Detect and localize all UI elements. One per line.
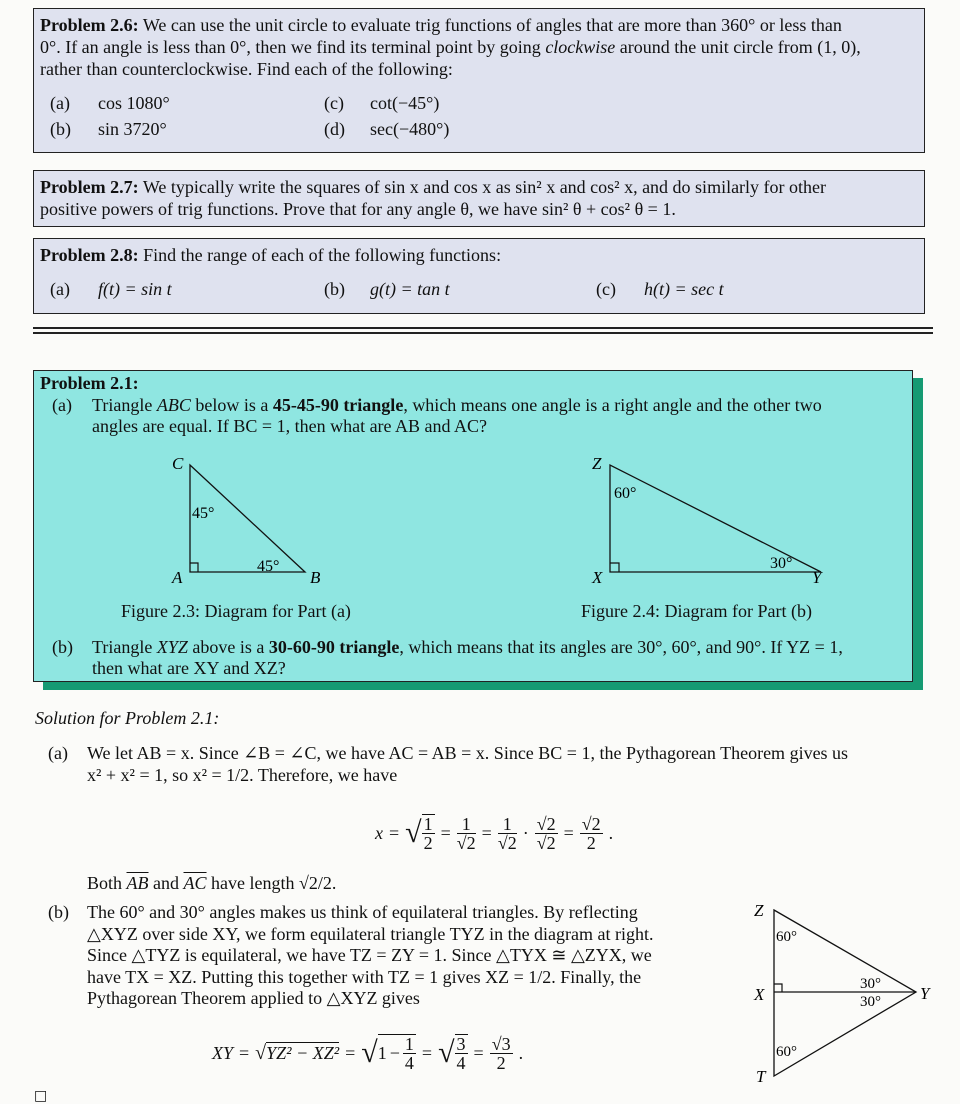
problem-2-6-box <box>33 8 925 153</box>
p28-item-b-label: (b) <box>324 279 345 299</box>
equation-x: x = √ $\frac{1}{2}$ = $\frac{1}{√2}$ = $\frac{1}{√2}$ · $\frac{√2}{√2}$ = $\frac{√2}{2}$ . <box>375 813 614 853</box>
angle-z-60: 60° <box>614 485 637 502</box>
eq1-eq-3: = <box>481 822 492 843</box>
figure-2-3 <box>164 451 334 591</box>
p21-a1c: below is a <box>190 395 273 415</box>
f4-num: √2 <box>581 813 601 834</box>
p26-line2 <box>40 37 861 58</box>
sol-a-line1: We let AB = x. Since ∠B = ∠C, we have AC = AB = x. Since BC = 1, the Pythagorean Theorem gives us <box>87 743 849 763</box>
eq2-lhs: XY <box>212 1042 234 1063</box>
conc-post: have length √2/2. <box>206 873 337 893</box>
sol-b-line-3: Since △TYZ is equilateral, we have TZ = ZY = 1. Since △TYX ≅ △ZYX, we <box>87 945 652 965</box>
f4-den: 2 <box>586 832 596 853</box>
p21-a1e: , which means one angle is a right angle and the other two <box>403 395 822 415</box>
eq2-eq-1: = <box>239 1042 250 1063</box>
p26-item-d-label: (d) <box>324 119 345 139</box>
angle-b-45: 45° <box>257 558 280 575</box>
end-of-proof-mark: □ <box>34 1088 48 1104</box>
s3-num: √3 <box>491 1033 511 1054</box>
sol-b-line-1: The 60° and 30° angles makes us think of equilateral triangles. By reflecting <box>87 902 638 922</box>
vertex-y: Y <box>812 568 822 587</box>
eq2-eq-4: = <box>473 1042 484 1063</box>
p21-title: Problem 2.1: <box>40 373 139 393</box>
p26-line3: rather than counterclockwise. Find each of the following: <box>40 59 453 79</box>
frac-half <box>422 814 435 852</box>
angle-y-30: 30° <box>770 555 793 572</box>
figure-2-3-caption: Figure 2.3: Diagram for Part (a) <box>121 601 351 621</box>
segment-ab: $\overline{AB}$ <box>126 873 149 893</box>
eq2-radical-2: √ 1 − $\frac{1}{4}$ <box>361 1034 414 1073</box>
problem-2-7-box <box>33 170 925 227</box>
p21-a1: Triangle <box>92 395 157 415</box>
p21-b-line2: then what are XY and XZ? <box>92 658 286 678</box>
angle-t-60: 60° <box>776 1044 797 1060</box>
p26-line1-text: We can use the unit circle to evaluate trig functions of angles that are more than 360° or less than <box>138 15 842 35</box>
eq1-eq-1: = <box>389 822 400 843</box>
eq1-eq-4: = <box>563 822 574 843</box>
radical-sign: √ <box>405 816 422 849</box>
eq2-eq-3: = <box>421 1042 433 1063</box>
problem-2-8-box <box>33 238 925 314</box>
p26-line1 <box>40 15 842 36</box>
p26-line2a: 0°. If an angle is less than 0°, then we find its terminal point by going <box>40 37 546 57</box>
right-angle-mark-x <box>610 563 619 572</box>
vertex-x2: X <box>754 985 765 1004</box>
f1-den: √2 <box>456 832 476 853</box>
p28-item-a: f(t) = sin t <box>98 279 172 299</box>
solution-heading: Solution for Problem 2.1: <box>35 708 220 728</box>
eq2-radical-3: √ $\frac{3}{4}$ <box>438 1034 466 1073</box>
eq1-eq-2: = <box>440 822 451 843</box>
p26-clockwise: clockwise <box>545 37 616 57</box>
angle-z-60b: 60° <box>776 929 797 945</box>
frac-1-sqrt2-b <box>498 815 517 852</box>
p21-a-line2: angles are equal. If BC = 1, then what are AB and AC? <box>92 416 488 436</box>
p28-line1 <box>40 245 501 266</box>
eq2-quarter <box>403 1035 416 1072</box>
frac-1-sqrt2 <box>457 815 476 852</box>
eq1-sqrt-half <box>405 814 434 852</box>
f1-num: 1 <box>457 815 476 834</box>
p28-item-a-label: (a) <box>50 279 70 299</box>
sol-a-label: (a) <box>48 743 68 763</box>
frac-sqrt2-sqrt2 <box>535 815 558 852</box>
p21-306090: 30-60-90 triangle <box>268 637 400 657</box>
eq2-eq-2: = <box>345 1042 356 1063</box>
p21-abc: ABC <box>156 395 191 415</box>
equation-xy: XY = √YZ² − XZ² = √ 1 − $\frac{1}{4}$ = √ $\frac{3}{4}$ = $\frac{√3}{2}$ . <box>212 1033 524 1073</box>
q-den: 4 <box>404 1053 414 1073</box>
sol-a-line2: x² + x² = 1, so x² = 1/2. Therefore, we have <box>87 765 398 785</box>
p26-item-a: cos 1080° <box>98 93 170 113</box>
p21-a-line1 <box>92 395 822 416</box>
problem-2-1-box <box>33 370 913 682</box>
p28-item-c: h(t) = sec t <box>644 279 724 299</box>
f3-den: √2 <box>536 832 556 853</box>
p21-b-label: (b) <box>52 637 73 657</box>
sol-a-conclusion <box>87 873 336 894</box>
f3-num: √2 <box>536 813 556 834</box>
vertex-b: B <box>310 568 321 587</box>
p21-b1a: Triangle <box>92 637 157 657</box>
half-den: 2 <box>423 833 433 853</box>
eq2-rad2-body <box>378 1034 416 1072</box>
p27-line1-text: We typically write the squares of sin x and cos x as sin² x and cos² x, and do similarly for other <box>138 177 827 197</box>
eq2-minus: − <box>389 1043 400 1063</box>
p27-line2: positive powers of trig functions. Prove that for any angle θ, we have sin² θ + cos² θ = 1. <box>40 199 676 219</box>
tq-num: 3 <box>456 1034 466 1054</box>
eq1-dot: · <box>522 822 529 843</box>
section-rule-top <box>33 327 933 329</box>
vertex-a: A <box>172 568 183 587</box>
conc-pre: Both <box>87 873 127 893</box>
sol-b-label: (b) <box>48 902 69 922</box>
right-angle-mark-a <box>190 563 198 572</box>
right-angle-mark <box>774 984 782 992</box>
p21-454590: 45-45-90 triangle <box>272 395 404 415</box>
angle-y-30-bot: 30° <box>860 994 881 1010</box>
p21-b1c: above is a <box>187 637 269 657</box>
tq-den: 4 <box>456 1053 466 1073</box>
f2-den: √2 <box>497 832 517 853</box>
segment-ac: $\overline{AC}$ <box>183 873 207 893</box>
f2-num: 1 <box>498 815 517 834</box>
figure-2-4 <box>584 451 834 591</box>
vertex-y2: Y <box>920 984 930 1003</box>
p26-line2c: around the unit circle from (1, 0), <box>615 37 861 57</box>
eq2-radical-1: √YZ² − XZ² <box>255 1041 340 1064</box>
p26-item-c-label: (c) <box>324 93 344 113</box>
conc-mid: and <box>148 873 184 893</box>
eq2-three-quarters <box>455 1034 468 1072</box>
p21-b1e: , which means that its angles are 30°, 60°, and 90°. If YZ = 1, <box>399 637 843 657</box>
eq2-radicand: YZ² − XZ² <box>266 1042 340 1063</box>
p28-item-c-label: (c) <box>596 279 616 299</box>
eq2-one: 1 <box>377 1043 387 1063</box>
frac-sqrt2-2 <box>580 815 603 852</box>
p21-a-label: (a) <box>52 395 72 415</box>
p28-item-b: g(t) = tan t <box>370 279 450 299</box>
p28-line1-text: Find the range of each of the following functions: <box>138 245 502 265</box>
figure-2-4-caption: Figure 2.4: Diagram for Part (b) <box>581 601 812 621</box>
vertex-z2: Z <box>754 901 764 920</box>
section-rule-bottom <box>33 332 933 334</box>
figure-equilateral-tyz <box>752 900 942 1090</box>
angle-c-45: 45° <box>192 505 215 522</box>
sol-b-paragraph <box>87 902 654 1010</box>
sol-b-line-4: have TX = XZ. Putting this together with TZ = 1 gives XZ = 1/2. Finally, the <box>87 966 642 987</box>
s3-den: 2 <box>496 1052 506 1073</box>
p26-item-a-label: (a) <box>50 93 70 113</box>
sol-b-line-2: △XYZ over side XY, we form equilateral triangle TYZ in the diagram at right. <box>87 923 654 944</box>
vertex-x: X <box>592 568 603 587</box>
p28-title: Problem 2.8: <box>40 245 139 265</box>
p26-title: Problem 2.6: <box>40 15 139 35</box>
angle-y-30-top: 30° <box>860 976 881 992</box>
p21-b-line1 <box>92 637 843 658</box>
vertex-c: C <box>172 454 184 473</box>
p27-title: Problem 2.7: <box>40 177 139 197</box>
p26-item-d: sec(−480°) <box>370 119 450 139</box>
eq1-x: x <box>375 822 383 843</box>
p26-item-b-label: (b) <box>50 119 71 139</box>
eq2-sqrt3-over-2 <box>490 1035 513 1072</box>
p27-line1 <box>40 177 826 198</box>
vertex-z: Z <box>592 454 602 473</box>
vertex-t: T <box>756 1067 766 1086</box>
p21-xyz: XYZ <box>156 637 188 657</box>
q-num: 1 <box>404 1034 414 1054</box>
sol-b-line-5: Pythagorean Theorem applied to △XYZ gives <box>87 988 420 1008</box>
p26-item-b: sin 3720° <box>98 119 167 139</box>
p26-item-c: cot(−45°) <box>370 93 440 113</box>
half-num: 1 <box>423 814 433 834</box>
